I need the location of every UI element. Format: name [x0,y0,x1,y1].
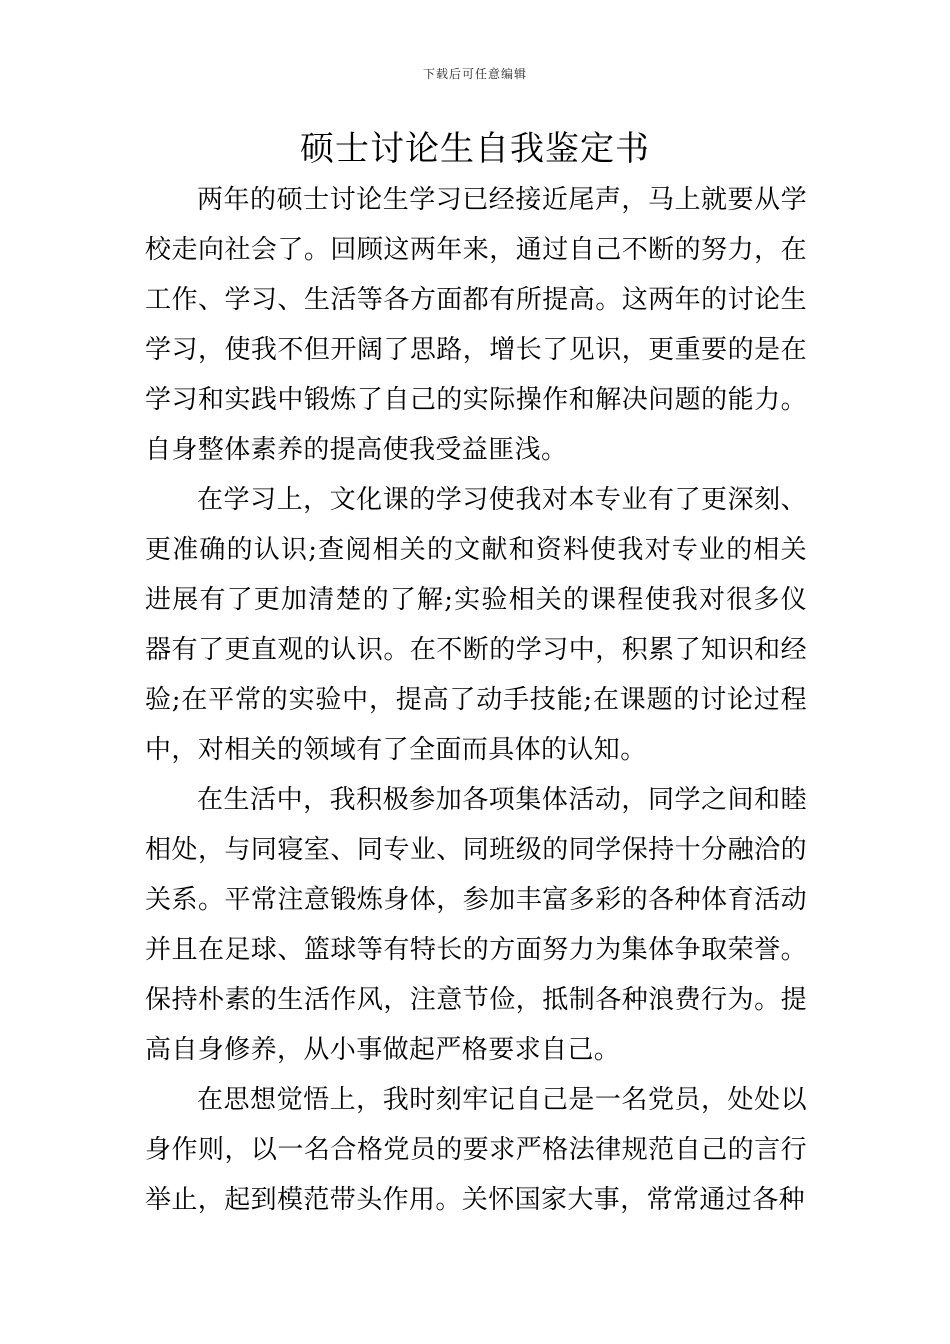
document-body [145,175,807,1225]
paragraph-3: 在生活中，我积极参加各项集体活动，同学之间和睦相处，与同寝室、同专业、同班级的同学保持十分融洽的关系。平常注意锻炼身体，参加丰富多彩的各种体育活动并且在足球、篮球等有特长的方面努力为集体争取荣誉。保持朴素的生活作风，注意节俭，抵制各种浪费行为。提高自身修养，从小事做起严格要求自己。 [145,785,807,1065]
paragraph-2: 在学习上，文化课的学习使我对本专业有了更深刻、更准确的认识;查阅相关的文献和资料使我对专业的相关进展有了更加清楚的了解;实验相关的课程使我对很多仪器有了更直观的认识。在不断的学习中，积累了知识和经验;在平常的实验中，提高了动手技能;在课题的讨论过程中，对相关的领域有了全面而具体的认知。 [145,485,807,765]
paragraph-4: 在思想觉悟上，我时刻牢记自己是一名党员，处处以身作则，以一名合格党员的要求严格法律规范自己的言行举止，起到模范带头作用。关怀国家大事，常常通过各种 [145,1085,807,1215]
header-note: 下载后可任意编辑 [422,67,527,81]
document-title: 硕士讨论生自我鉴定书 [300,129,650,169]
paragraph-1: 两年的硕士讨论生学习已经接近尾声，马上就要从学校走向社会了。回顾这两年来，通过自己不断的努力，在工作、学习、生活等各方面都有所提高。这两年的讨论生学习，使我不但开阔了思路，增长了见识，更重要的是在学习和实践中锻炼了自己的实际操作和解决问题的能力。自身整体素养的提高使我受益匪浅。 [145,185,807,465]
